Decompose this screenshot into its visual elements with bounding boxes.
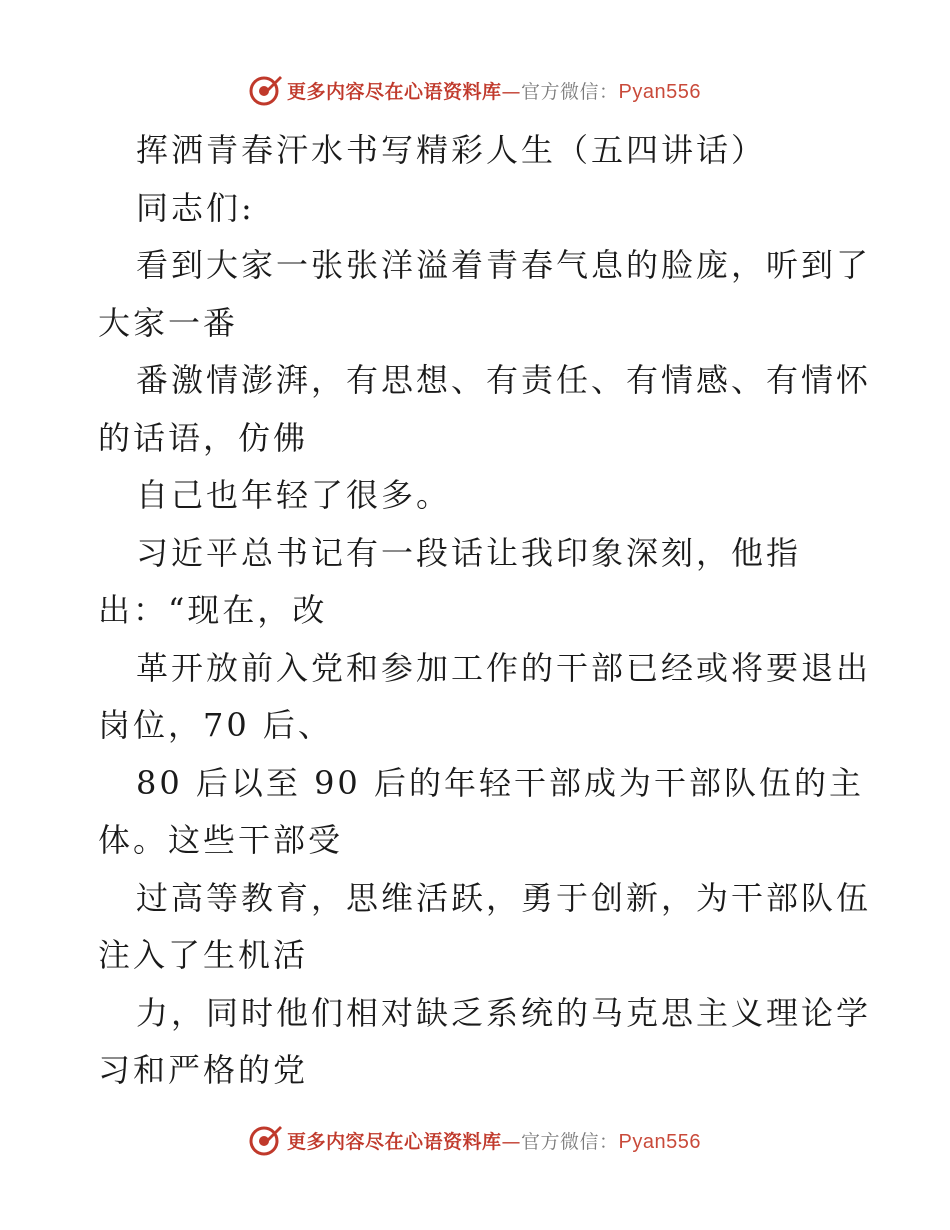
watermark-brand: 更多内容尽在心语资料库 [287,80,502,103]
text-line: 挥洒青春汗水书写精彩人生（五四讲话） [136,131,767,169]
pen-logo-icon [249,73,283,107]
watermark-separator: — [501,80,522,103]
text-line: 看到大家一张张洋溢着青春气息的脸庞，听到了 [136,246,872,284]
text-line: 注入了生机活 [98,936,309,974]
text-line: 的话语，仿佛 [98,418,309,457]
header-watermark [0,70,950,110]
document-body [98,122,872,1100]
footer-watermark [0,1120,950,1160]
text-line: 过高等教育，思维活跃，勇于创新，为干部队伍 [136,878,872,917]
watermark-label: 官方微信： [521,80,619,103]
text-line: 革开放前入党和参加工作的干部已经或将要退出 [136,648,872,687]
text-line: 出：“现在，改 [98,591,328,629]
text-line: 力，同时他们相对缺乏系统的马克思主义理论学 [136,993,872,1032]
watermark-label: 官方微信： [521,1130,619,1153]
watermark-brand: 更多内容尽在心语资料库 [287,1130,502,1153]
text-line: 80 后以至 90 后的年轻干部成为干部队伍的主 [136,763,864,802]
text-line: 大家一番 [98,303,239,342]
text-line: 习和严格的党 [98,1051,309,1089]
text-line: 同志们: [136,188,255,227]
text-line: 岗位，70 后、 [98,706,333,744]
watermark-wechat-id: Pyan556 [618,80,701,103]
text-line: 习近平总书记有一段话让我印象深刻，他指 [136,533,802,572]
text-line: 自己也年轻了很多。 [136,476,452,514]
watermark-wechat-id: Pyan556 [618,1130,701,1153]
text-line: 番激情澎湃，有思想、有责任、有情感、有情怀 [136,361,872,399]
text-line: 体。这些干部受 [98,821,344,859]
pen-logo-icon [249,1123,283,1157]
watermark-separator: — [501,1130,522,1153]
